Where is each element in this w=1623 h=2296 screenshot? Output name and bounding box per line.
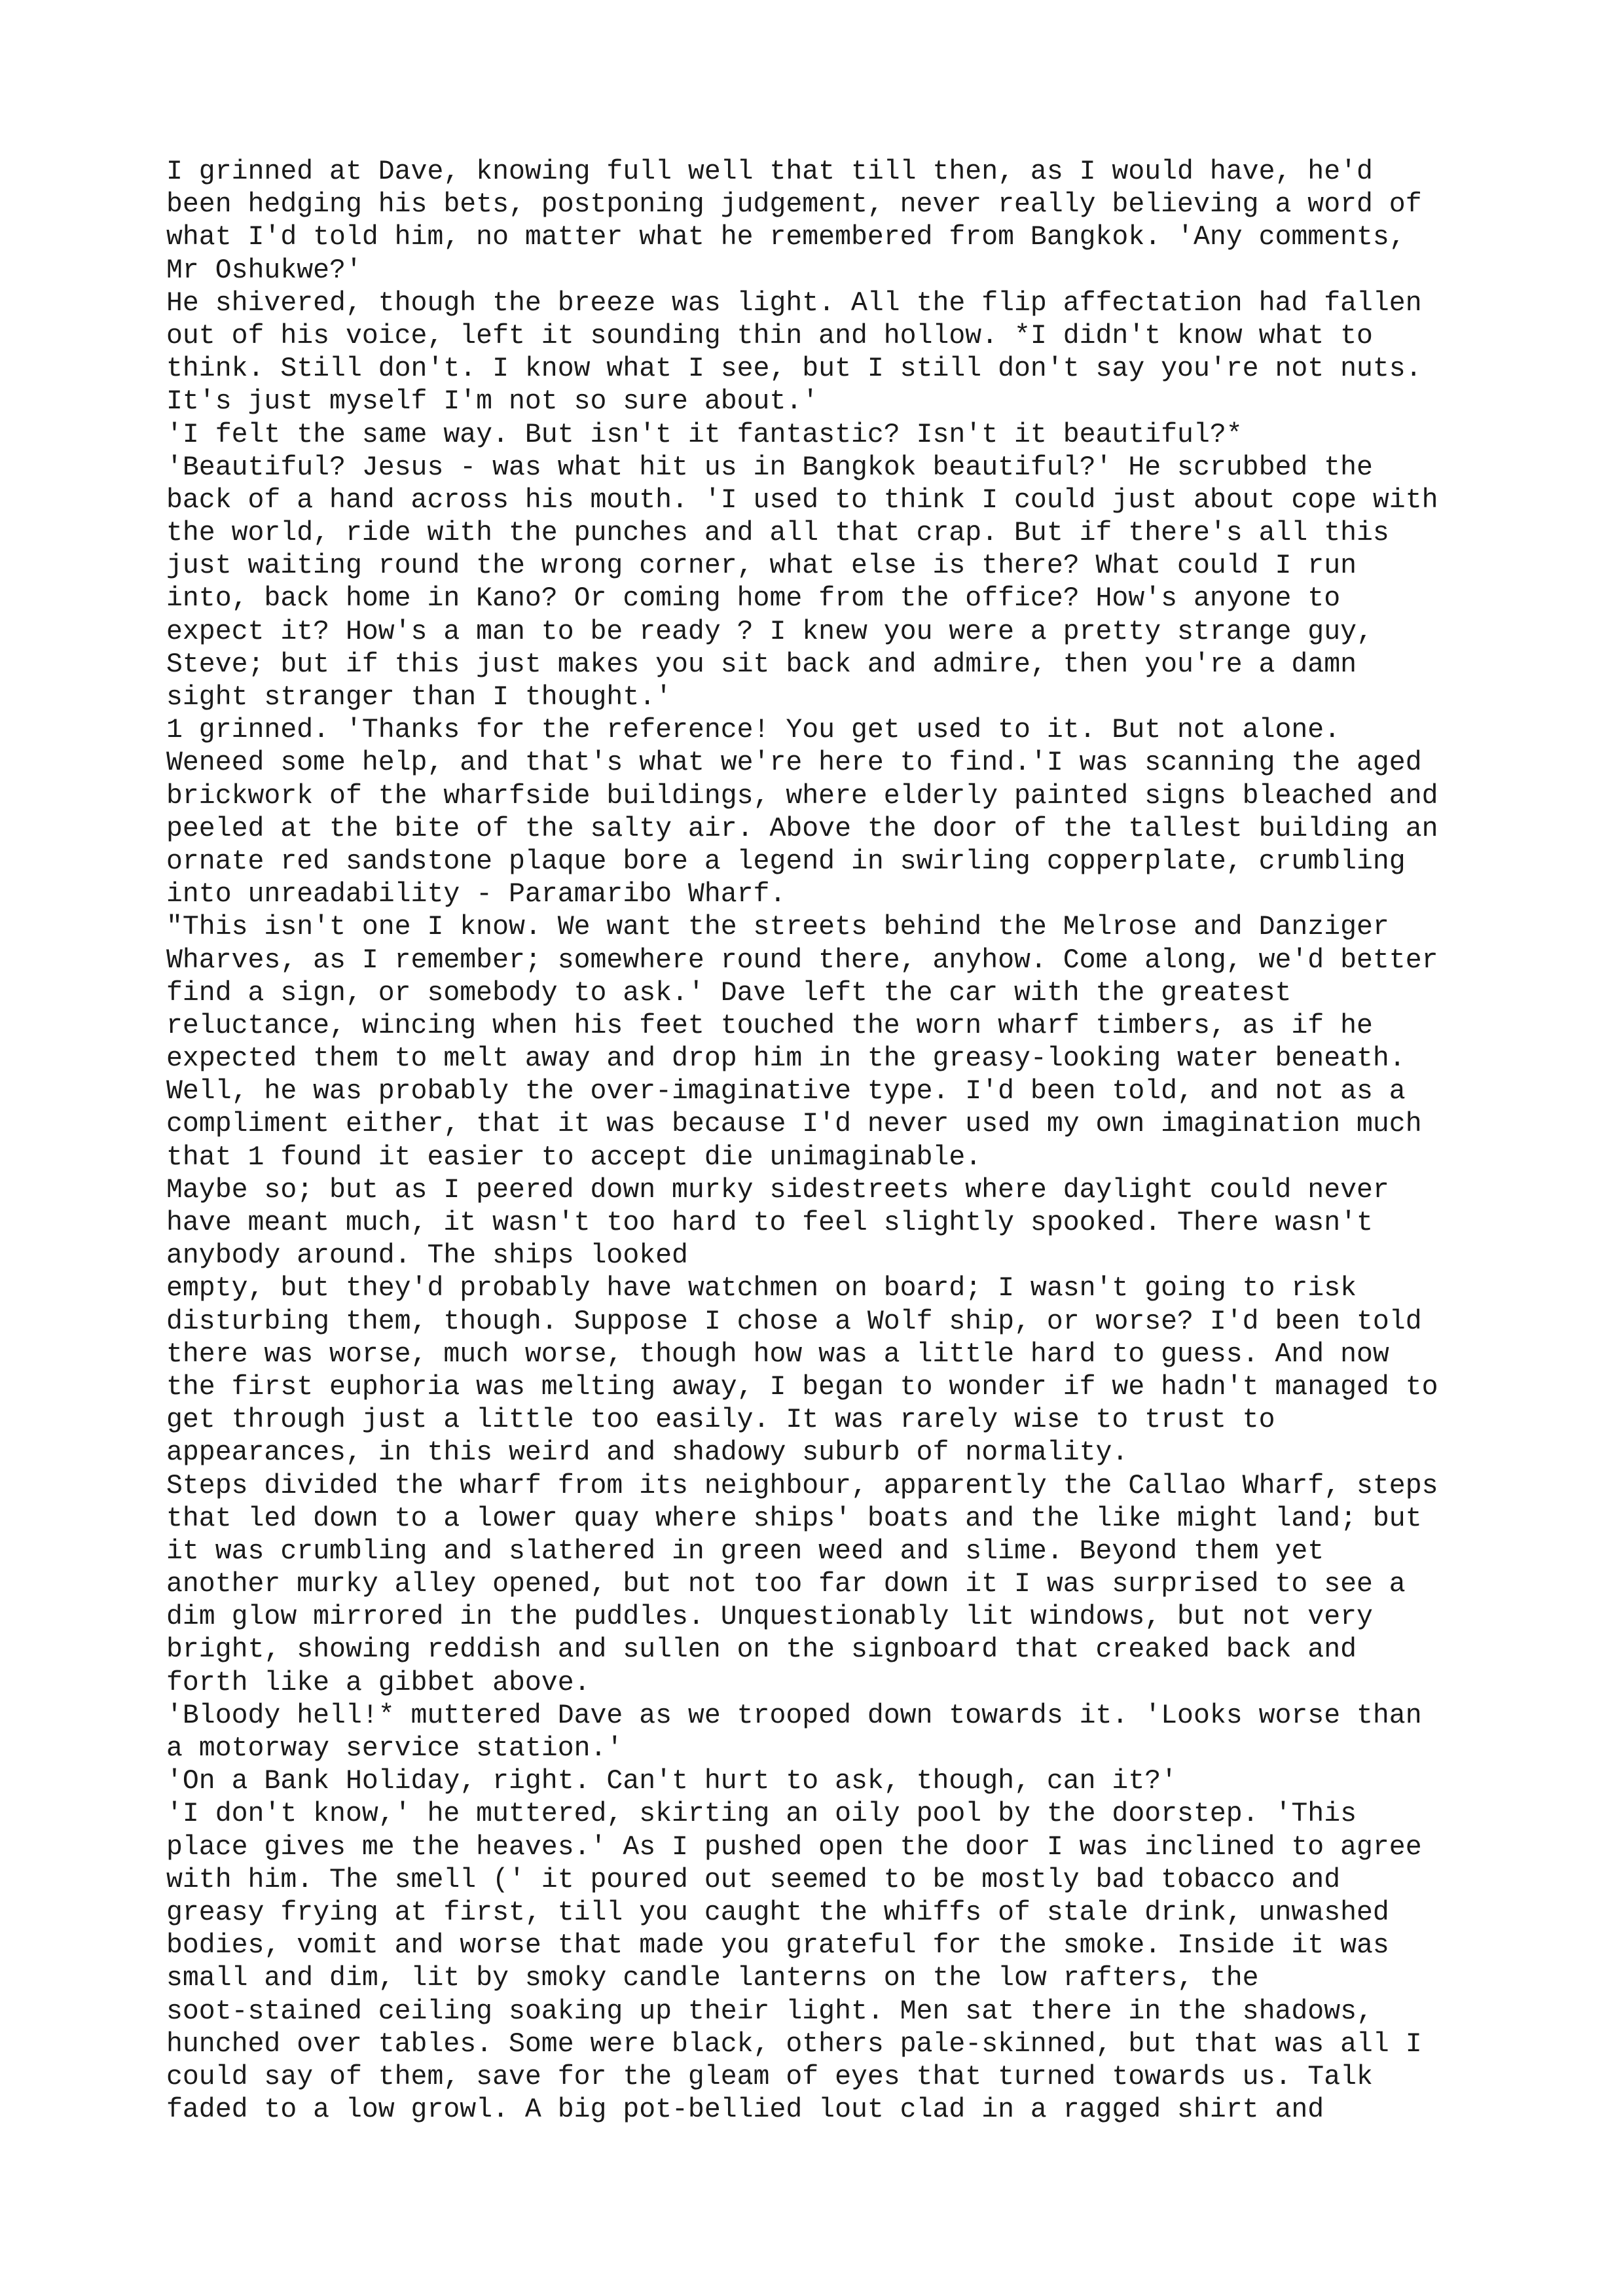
text-line: 'Bloody hell!* muttered Dave as we trooped down towards it. 'Looks worse than <box>166 1700 1422 1731</box>
text-line: dim glow mirrored in the puddles. Unquestionably lit windows, but not very <box>166 1602 1373 1633</box>
text-line: Mr Oshukwe?' <box>166 255 362 286</box>
text-line: a motorway service station.' <box>166 1733 623 1764</box>
text-line: Steps divided the wharf from its neighbour, apparently the Callao Wharf, steps <box>166 1470 1438 1501</box>
text-line: anybody around. The ships looked <box>166 1240 688 1272</box>
text-line: peeled at the bite of the salty air. Above the door of the tallest building an <box>166 813 1438 844</box>
document-page <box>166 156 1607 2126</box>
text-line: find a sign, or somebody to ask.' Dave left the car with the greatest <box>166 977 1292 1009</box>
text-line: 'I don't know,' he muttered, skirting an oily pool by the doorstep. 'This <box>166 1799 1357 1830</box>
text-line: "This isn't one I know. We want the streets behind the Melrose and Danziger <box>166 912 1389 943</box>
text-line: 'I felt the same way. But isn't it fantastic? Isn't it beautiful?* <box>166 419 1243 450</box>
text-line: into unreadability - Paramaribo Wharf. <box>166 879 786 910</box>
text-line: Weneed some help, and that's what we're here to find.'I was scanning the aged <box>166 747 1422 779</box>
text-line: another murky alley opened, but not too far down it I was surprised to see a <box>166 1569 1406 1600</box>
text-line: place gives me the heaves.' As I pushed open the door I was inclined to agree <box>166 1831 1422 1863</box>
text-line: Wharves, as I remember; somewhere round there, anyhow. Come along, we'd better <box>166 944 1438 976</box>
text-line: with him. The smell (' it poured out seemed to be mostly bad tobacco and <box>166 1864 1341 1895</box>
text-line: out of his voice, left it sounding thin and hollow. *I didn't know what to <box>166 320 1373 351</box>
text-line: it was crumbling and slathered in green weed and slime. Beyond them yet <box>166 1535 1324 1567</box>
text-line: He shivered, though the breeze was light. All the flip affectation had fallen <box>166 287 1422 319</box>
text-line: expected them to melt away and drop him in the greasy-looking water beneath. <box>166 1043 1406 1075</box>
text-line: bright, showing reddish and sullen on the signboard that creaked back and <box>166 1634 1357 1666</box>
text-line: reluctance, wincing when his feet touched the worn wharf timbers, as if he <box>166 1010 1373 1041</box>
text-line: empty, but they'd probably have watchmen on board; I wasn't going to risk <box>166 1273 1357 1304</box>
text-line: Well, he was probably the over-imaginative type. I'd been told, and not as a <box>166 1076 1406 1107</box>
text-line: the world, ride with the punches and all that crap. But if there's all this <box>166 518 1389 549</box>
text-line: bodies, vomit and worse that made you grateful for the smoke. Inside it was <box>166 1930 1389 1962</box>
text-line: think. Still don't. I know what I see, but I still don't say you're not nuts. <box>166 353 1422 385</box>
text-line: been hedging his bets, postponing judgement, never really believing a word of <box>166 189 1422 221</box>
text-line: greasy frying at first, till you caught the whiffs of stale drink, unwashed <box>166 1897 1389 1928</box>
text-line: 'Beautiful? Jesus - was what hit us in Bangkok beautiful?' He scrubbed the <box>166 452 1373 483</box>
text-line: brickwork of the wharfside buildings, where elderly painted signs bleached and <box>166 780 1438 812</box>
text-line: the first euphoria was melting away, I began to wonder if we hadn't managed to <box>166 1371 1438 1403</box>
text-line: Steve; but if this just makes you sit back and admire, then you're a damn <box>166 649 1357 680</box>
text-line: what I'd told him, no matter what he remembered from Bangkok. 'Any comments, <box>166 222 1406 253</box>
text-line: that led down to a lower quay where ships' boats and the like might land; but <box>166 1503 1422 1534</box>
text-line: 1 grinned. 'Thanks for the reference! You get used to it. But not alone. <box>166 715 1341 746</box>
text-line: compliment either, that it was because I'd never used my own imagination much <box>166 1109 1422 1140</box>
text-line: It's just myself I'm not so sure about.' <box>166 386 819 418</box>
text-line: disturbing them, though. Suppose I chose a Wolf ship, or worse? I'd been told <box>166 1306 1422 1337</box>
text-line: could say of them, save for the gleam of eyes that turned towards us. Talk <box>166 2061 1373 2092</box>
text-line: forth like a gibbet above. <box>166 1667 591 1698</box>
text-line: have meant much, it wasn't too hard to feel slightly spooked. There wasn't <box>166 1208 1373 1238</box>
text-line: faded to a low growl. A big pot-bellied lout clad in a ragged shirt and <box>166 2094 1324 2126</box>
text-line: expect it? How's a man to be ready ? I knew you were a pretty strange guy, <box>166 616 1373 647</box>
text-line: there was worse, much worse, though how was a little hard to guess. And now <box>166 1338 1389 1370</box>
text-line: that 1 found it easier to accept die unimaginable. <box>166 1141 982 1173</box>
text-line: back of a hand across his mouth. 'I used to think I could just about cope with <box>166 484 1438 516</box>
text-line: small and dim, lit by smoky candle lanterns on the low rafters, the <box>166 1963 1259 1994</box>
text-line: appearances, in this weird and shadowy suburb of normality. <box>166 1437 1129 1469</box>
text-line: into, back home in Kano? Or coming home from the office? How's anyone to <box>166 583 1341 615</box>
text-line: get through just a little too easily. It was rarely wise to trust to <box>166 1405 1275 1436</box>
text-line: ornate red sandstone plaque bore a legend in swirling copperplate, crumbling <box>166 846 1406 877</box>
text-line: sight stranger than I thought.' <box>166 682 672 713</box>
text-line: hunched over tables. Some were black, others pale-skinned, but that was all I <box>166 2028 1422 2060</box>
text-line: just waiting round the wrong corner, what else is there? What could I run <box>166 550 1357 582</box>
text-line: soot-stained ceiling soaking up their light. Men sat there in the shadows, <box>166 1996 1373 2027</box>
text-line: I grinned at Dave, knowing full well that till then, as I would have, he'd <box>166 156 1373 187</box>
text-line: Maybe so; but as I peered down murky sidestreets where daylight could never <box>166 1174 1389 1206</box>
text-line: 'On a Bank Holiday, right. Can't hurt to ask, though, can it?' <box>166 1766 1178 1797</box>
